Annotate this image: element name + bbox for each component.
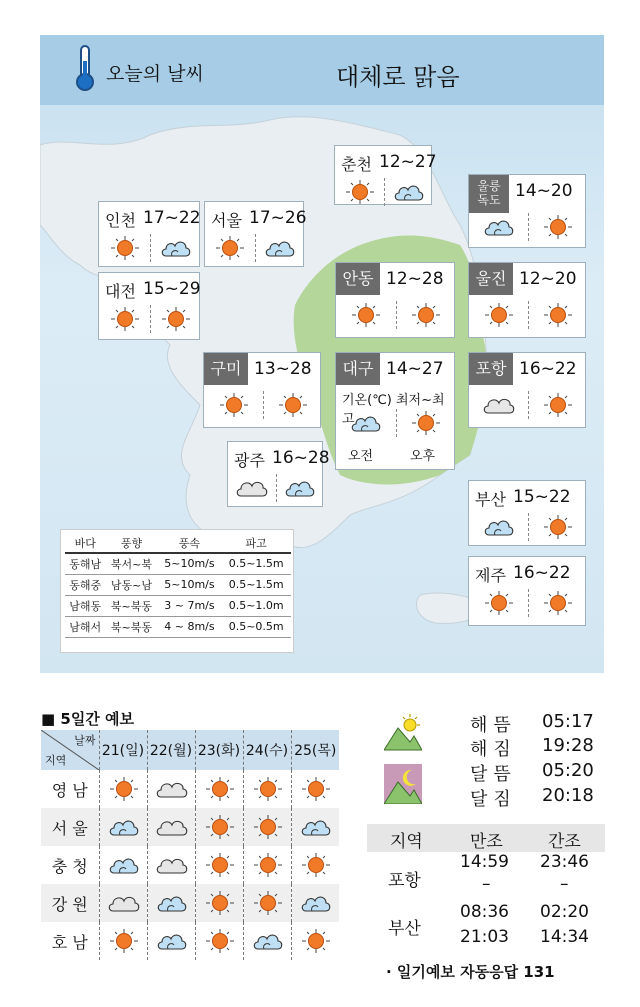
cloud-icon [160,236,192,260]
city-name: 울진 [469,263,513,295]
forecast-cell [243,846,291,884]
cloud-icon [156,929,188,953]
city-name: 부산 [475,490,506,509]
sea-cell: 5~10m/s [158,574,222,595]
forecast-cell [243,884,291,922]
sunrise-label: 해뜸 [470,715,517,736]
am-pm-divider [528,213,529,241]
sun-icon [204,815,236,839]
sunset-time: 19:28 [542,735,594,756]
am-pm-divider [150,234,151,262]
forecast-cell [195,884,243,922]
forecast-cell [243,770,291,808]
sun-icon [204,891,236,915]
sea-cell: 4 ~ 8m/s [158,616,222,637]
sun-icon [483,303,515,327]
overcast-icon [156,815,188,839]
sea-cell: 0.5~1.5m [221,553,291,574]
sun-icon [300,853,332,877]
corner-date-label: 날짜 [74,734,96,747]
tide-busan-low-2: 14:34 [540,927,589,947]
cloud-icon [393,180,425,204]
forecast-cell [99,846,147,884]
city-name: 울릉 독도 [469,175,509,213]
sun-icon [252,853,284,877]
tide-region-pohang: 포항 [388,871,421,891]
city-temperature: 12~27 [379,152,437,172]
overcast-icon [156,777,188,801]
sun-icon [214,236,246,260]
sun-icon [108,929,140,953]
tide-header-high: 만조 [470,832,503,852]
forecast-cell [195,846,243,884]
overcast-icon [483,393,515,417]
forecast-day-header: 25(목) [291,730,339,770]
am-pm-divider [150,305,151,333]
sun-icon [344,180,376,204]
forecast-cell [99,770,147,808]
sea-row [65,595,291,616]
tide-busan-high-2: 21:03 [460,927,509,947]
forecast-day-header: 21(일) [99,730,147,770]
thermometer-icon [70,43,100,93]
am-pm-divider [528,589,529,617]
am-pm-divider [528,391,529,419]
am-pm-divider [263,391,264,419]
forecast-cell [291,922,339,960]
city-temperature: 16~22 [513,563,571,583]
city-temperature: 14~20 [515,181,573,201]
city-name: 광주 [234,451,265,470]
sea-cell: 남동~남 [105,574,157,595]
forecast-cell [99,808,147,846]
tide-busan-low-1: 02:20 [540,902,589,922]
city-temperature: 15~29 [143,279,201,299]
sun-icon [160,307,192,331]
sun-icon [300,929,332,953]
forecast-table [41,730,339,960]
tide-header-region: 지역 [390,832,423,852]
tide-pohang-high-1: 14:59 [460,852,509,872]
forecast-cell [147,884,195,922]
sea-row [65,574,291,595]
forecast-day-header: 23(화) [195,730,243,770]
sun-icon [252,777,284,801]
sea-cell: 동해남 [65,553,105,574]
city-temperature: 17~22 [143,208,201,228]
legend-pm: 오후 [410,449,436,464]
sun-icon [252,891,284,915]
tide-busan-high-1: 08:36 [460,902,509,922]
city-name: 서울 [211,211,242,230]
sea-header: 파고 [221,534,291,553]
city-card [468,352,586,428]
city-temperature: 14~27 [386,359,444,379]
moonset-label: 달짐 [470,789,517,810]
sun-icon [252,815,284,839]
city-card [468,556,586,626]
moonrise-time: 05:20 [542,760,594,781]
city-name: 안동 [336,263,380,295]
city-name: 구미 [204,353,248,385]
cloud-icon [300,891,332,915]
sun-icon [483,591,515,615]
legend-temp-note: 기온(℃) 최저~최고 [342,393,445,427]
tide-pohang-low-1: 23:46 [540,852,589,872]
forecast-cell [99,884,147,922]
sun-icon [218,393,250,417]
sea-header: 풍향 [105,534,157,553]
sun-icon [109,307,141,331]
am-pm-divider [528,301,529,329]
sea-cell: 0.5~0.5m [221,616,291,637]
forecast-day-header: 22(월) [147,730,195,770]
city-name: 대구 [336,353,380,385]
cloud-icon [483,515,515,539]
forecast-cell [147,808,195,846]
forecast-region: 서 울 [41,808,99,846]
moonset-time: 20:18 [542,785,594,806]
city-card [468,262,586,338]
city-name: 인천 [105,211,136,230]
city-card [98,201,200,267]
sea-cell: 북서~북 [105,553,157,574]
weather-summary: 대체로 맑음 [336,63,460,91]
sunrise-icon [384,712,422,752]
overcast-icon [108,891,140,915]
forecast-cell [291,770,339,808]
sea-header: 바다 [65,534,105,553]
am-pm-divider [396,301,397,329]
city-card [468,174,586,248]
sun-icon [410,303,442,327]
city-card [468,480,586,546]
city-temperature: 16~28 [272,448,330,468]
forecast-hotline: · 일기예보 자동응답 131 [386,963,555,981]
sea-cell: 0.5~1.0m [221,595,291,616]
sea-cell: 0.5~1.5m [221,574,291,595]
sea-row [65,616,291,637]
overcast-icon [156,853,188,877]
forecast-cell [195,770,243,808]
forecast-row [41,808,339,846]
forecast-cell [243,922,291,960]
forecast-cell [147,770,195,808]
sea-cell: 동해중 [65,574,105,595]
sun-icon [204,929,236,953]
corner-region-label: 지역 [45,754,67,767]
am-pm-divider [384,178,385,206]
sea-cell: 남해동 [65,595,105,616]
tide-header-low: 간조 [548,832,581,852]
city-card [335,262,455,338]
forecast-row [41,884,339,922]
cloud-icon [252,929,284,953]
city-card [98,272,200,340]
forecast-cell [291,884,339,922]
cloud-icon [483,215,515,239]
am-pm-divider [255,234,256,262]
sea-cell: 5~10m/s [158,553,222,574]
cloud-icon [156,891,188,915]
city-card [334,145,437,205]
am-pm-divider [528,513,529,541]
city-temperature: 12~20 [519,269,577,289]
sunset-label: 해짐 [470,739,517,760]
legend-am: 오전 [348,449,374,464]
tide-region-busan: 부산 [388,919,421,939]
forecast-row [41,922,339,960]
city-name: 춘천 [341,155,372,174]
sea-cell: 북~북동 [105,595,157,616]
sea-row [65,553,291,574]
forecast-cell [291,808,339,846]
forecast-region: 충 청 [51,856,88,876]
sun-icon [542,215,574,239]
cloud-icon [108,815,140,839]
cloud-icon [284,476,316,500]
cloud-icon [300,815,332,839]
forecast-row [41,846,339,884]
sun-icon [542,515,574,539]
city-card [335,352,455,470]
sun-icon [108,777,140,801]
forecast-region: 영 남 [51,780,88,800]
forecast-cell [195,922,243,960]
sun-icon [204,853,236,877]
map-header [40,35,604,105]
map-title: 오늘의 날씨 [106,63,204,85]
sun-icon [350,303,382,327]
city-name: 포항 [469,353,513,385]
tide-pohang-high-2: – [482,874,491,894]
city-temperature: 16~22 [519,359,577,379]
city-temperature: 17~26 [249,208,307,228]
overcast-icon [236,476,268,500]
forecast-title: ■ 5일간 예보 [41,710,135,728]
sea-conditions-table [60,529,294,653]
sun-icon [300,777,332,801]
forecast-row [41,770,339,808]
sun-icon [204,777,236,801]
forecast-cell [291,846,339,884]
sunrise-time: 05:17 [542,711,594,732]
cloud-icon [108,853,140,877]
forecast-day-header: 24(수) [243,730,291,770]
sea-cell: 북~북동 [105,616,157,637]
tide-pohang-low-2: – [560,874,569,894]
city-name: 제주 [475,566,506,585]
moonrise-icon [384,764,422,804]
moonrise-label: 달뜸 [470,764,517,785]
sea-cell: 남해서 [65,616,105,637]
forecast-cell [147,846,195,884]
forecast-cell [243,808,291,846]
sun-icon [542,393,574,417]
forecast-cell [147,922,195,960]
city-temperature: 13~28 [254,359,312,379]
city-card [203,352,321,428]
sun-icon [542,591,574,615]
forecast-corner [41,730,99,770]
sea-header: 풍속 [158,534,222,553]
sun-icon [109,236,141,260]
city-name: 대전 [105,282,136,301]
sun-icon [542,303,574,327]
city-card [227,441,330,507]
am-pm-divider [276,474,277,502]
forecast-region: 강 원 [41,884,99,922]
forecast-region: 호 남 [51,932,88,952]
city-card [204,201,307,267]
cloud-icon [264,236,296,260]
forecast-cell [195,808,243,846]
sun-icon [277,393,309,417]
city-temperature: 12~28 [386,269,444,289]
sea-cell: 3 ~ 7m/s [158,595,222,616]
city-temperature: 15~22 [513,487,571,507]
forecast-cell [99,922,147,960]
